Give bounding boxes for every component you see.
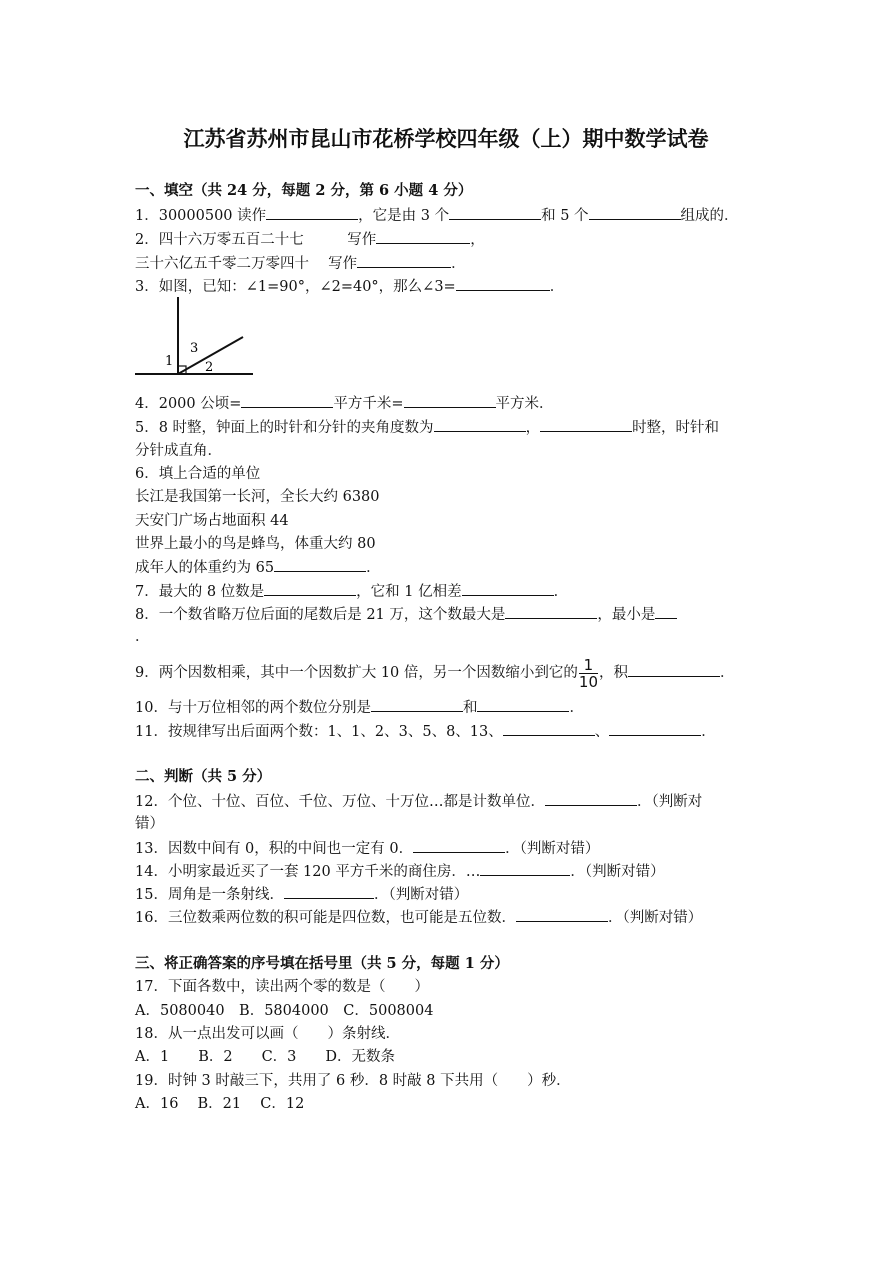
answer-blank[interactable] (357, 253, 451, 268)
answer-blank[interactable] (434, 417, 526, 432)
question-5-cont: 分针成直角． (135, 443, 222, 459)
answer-blank[interactable] (628, 662, 720, 677)
question-6-c: 世界上最小的鸟是蜂鸟，体重大约 80 (135, 536, 376, 552)
question-3: 3．如图，已知：∠1=90°，∠2=40°，那么∠3= ． (135, 276, 564, 297)
question-6-b: 天安门广场占地面积 44 (135, 513, 289, 529)
question-7: 7．最大的 8 位数是 ，它和 1 亿相差 ． (135, 581, 568, 602)
answer-blank[interactable] (503, 721, 595, 736)
question-15: 15．周角是一条射线． ．（判断对错） (135, 884, 468, 905)
answer-blank[interactable] (462, 581, 554, 596)
answer-blank[interactable] (545, 791, 637, 806)
question-11: 11．按规律写出后面两个数：1、1、2、3、5、8、13、 、 ． (135, 721, 716, 742)
question-6: 6．填上合适的单位 (135, 466, 261, 482)
answer-blank[interactable] (589, 205, 681, 220)
question-10: 10．与十万位相邻的两个数位分别是 和 ． (135, 697, 584, 718)
answer-blank[interactable] (266, 205, 358, 220)
question-12: 12．个位、十位、百位、千位、万位、十万位…都是计数单位． ．（判断对 (135, 791, 702, 812)
section-3-heading: 三、将正确答案的序号填在括号里（共 5 分，每题 1 分） (135, 955, 509, 972)
question-2: 2．四十六万零五百二十七 写作 ， (135, 229, 485, 250)
answer-blank[interactable] (655, 604, 677, 619)
answer-blank[interactable] (376, 229, 470, 244)
fraction-one-tenth: $\frac{1}{10}$ (578, 655, 598, 691)
question-12-cont: 错） (135, 816, 164, 832)
question-14: 14．小明家最近买了一套 120 平方千米的商住房．… ．（判断对错） (135, 861, 665, 882)
answer-blank[interactable] (609, 721, 701, 736)
section-1-heading: 一、填空（共 24 分，每题 2 分，第 6 小题 4 分） (135, 182, 473, 199)
question-8-cont: ． (135, 629, 150, 645)
question-17: 17．下面各数中，读出两个零的数是（ ） (135, 979, 429, 995)
answer-blank[interactable] (264, 581, 356, 596)
question-8: 8．一个数省略万位后面的尾数后是 21 万，这个数最大是 ，最小是 (135, 604, 677, 625)
answer-blank[interactable] (480, 861, 570, 876)
section-2-heading: 二、判断（共 5 分） (135, 768, 272, 785)
question-19: 19．时钟 3 时敲三下，共用了 6 秒．8 时敲 8 下共用（ ）秒． (135, 1073, 571, 1089)
angle-2-label: 2 (205, 360, 214, 375)
answer-blank[interactable] (371, 697, 463, 712)
question-18-options: A．1 B．2 C．3 D．无数条 (135, 1049, 396, 1065)
question-2-part-2: 三十六亿五千零二万零四十 写作 ． (135, 253, 466, 274)
question-1: 1．30000500 读作 ，它是由 3 个 和 5 个 组成的． (135, 205, 739, 226)
question-9: 9．两个因数相乘，其中一个因数扩大 10 倍，另一个因数缩小到它的 $\frac{1}{10}$ ，积 ． (135, 655, 735, 691)
question-5: 5．8 时整，钟面上的时针和分针的夹角度数为 ， 时整，时针和 (135, 417, 719, 438)
answer-blank[interactable] (241, 393, 333, 408)
question-16: 16．三位数乘两位数的积可能是四位数，也可能是五位数． ．（判断对错） (135, 907, 702, 928)
answer-blank[interactable] (516, 907, 608, 922)
answer-blank[interactable] (449, 205, 541, 220)
question-18: 18．从一点出发可以画（ ）条射线． (135, 1026, 400, 1042)
question-4: 4．2000 公顷= 平方千米= 平方米． (135, 393, 554, 414)
page-title: 江苏省苏州市昆山市花桥学校四年级（上）期中数学试卷 (183, 126, 709, 151)
question-17-options: A．5080040 B．5804000 C．5008004 (135, 1003, 434, 1019)
answer-blank[interactable] (413, 838, 505, 853)
question-19-options: A．16 B．21 C．12 (135, 1096, 305, 1112)
answer-blank[interactable] (505, 604, 597, 619)
angle-3-label: 3 (190, 341, 199, 356)
answer-blank[interactable] (404, 393, 496, 408)
question-6-a: 长江是我国第一长河，全长大约 6380 (135, 489, 380, 505)
answer-blank[interactable] (456, 276, 550, 291)
angle-1-label: 1 (165, 354, 174, 369)
question-13: 13．因数中间有 0，积的中间也一定有 0． ．（判断对错） (135, 838, 599, 859)
answer-blank[interactable] (284, 884, 374, 899)
question-6-d: 成年人的体重约为 65 ． (135, 557, 381, 578)
answer-blank[interactable] (540, 417, 632, 432)
angle-figure (135, 295, 255, 377)
answer-blank[interactable] (477, 697, 569, 712)
answer-blank[interactable] (274, 557, 366, 572)
